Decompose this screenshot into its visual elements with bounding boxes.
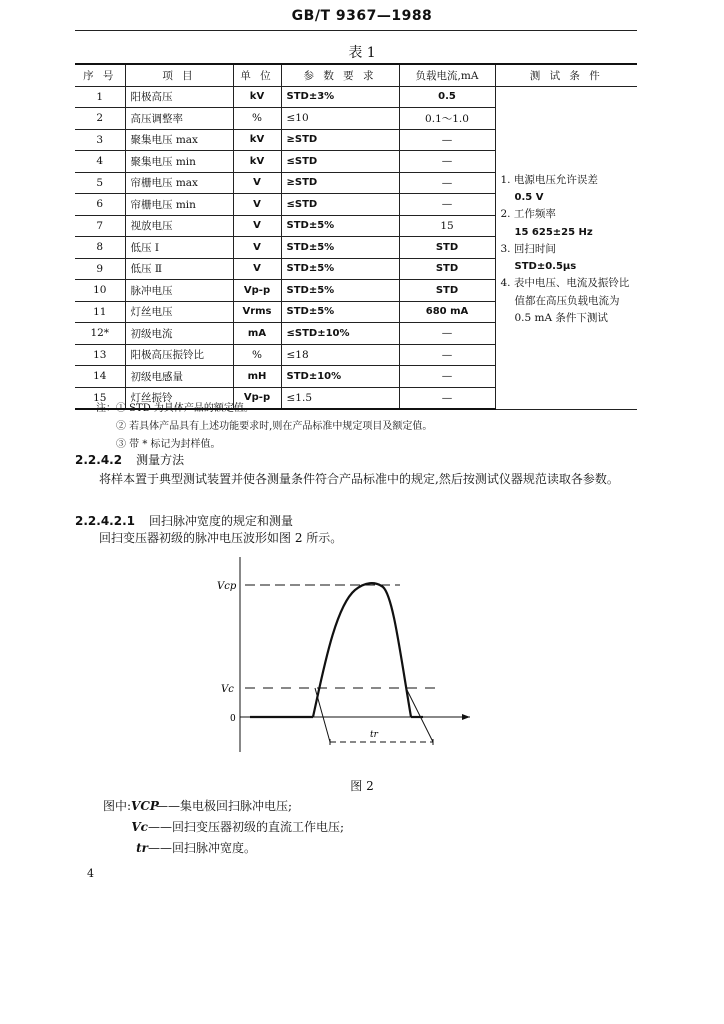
label-zero: 0 [230,714,236,724]
row-item: 脉冲电压 [125,280,233,302]
row-item: 帘栅电压 max [125,172,233,194]
spec-table [75,63,637,410]
row-item: 帘栅电压 min [125,194,233,216]
row-item: 灯丝电压 [125,301,233,323]
row-requirement: ≤STD [281,151,399,173]
row-requirement: STD±10% [281,366,399,388]
condition-line: 值都在高压负载电流为 [514,294,620,307]
note-1: ① STD 为具体产品的额定值。 [116,403,254,414]
row-no: 9 [75,258,125,280]
notes-prefix: 注： [96,403,116,414]
row-no: 1 [75,86,125,108]
row-item: 高压调整率 [125,108,233,130]
left-tangent-line [315,688,330,742]
legend-row [103,817,344,838]
row-requirement: ≤STD [281,194,399,216]
table-row [75,86,637,108]
note-2: ② 若具体产品具有上述功能要求时,则在产品标准中规定项目及额定值。 [116,421,433,432]
row-load: — [399,151,495,173]
table-title: 表 1 [348,45,376,61]
row-requirement: ≥STD [281,172,399,194]
row-load: 680 mA [399,301,495,323]
row-unit: kV [233,86,281,108]
legend-text: ——集电极回扫脉冲电压; [156,799,293,813]
row-no: 5 [75,172,125,194]
note-3: ③ 带 * 标记为封样值。 [116,439,221,450]
legend-symbol: Vc [131,820,148,834]
figure-legend [103,796,344,859]
row-load: — [399,194,495,216]
row-unit: Vp-p [233,387,281,409]
row-item: 阳极高压 [125,86,233,108]
row-item: 初级电感量 [125,366,233,388]
section-title: 回扫脉冲宽度的规定和测量 [148,514,293,528]
row-requirement: ≤18 [281,344,399,366]
section-number: 2.2.4.2.1 [75,514,135,528]
paragraph-measurement: 将样本置于典型测试装置并使各测量条件符合产品标准中的规定,然后按测试仪器规范读取各参数。 [99,472,619,486]
row-load: STD [399,280,495,302]
row-unit: V [233,258,281,280]
table-notes [96,400,432,454]
row-unit: V [233,215,281,237]
page-number: 4 [87,867,94,880]
row-no: 8 [75,237,125,259]
row-item: 低压 Ⅱ [125,258,233,280]
row-requirement: ≤1.5 [281,387,399,409]
legend-symbol: tr [136,841,148,855]
row-unit: mH [233,366,281,388]
row-requirement: STD±5% [281,258,399,280]
row-item: 阳极高压振铃比 [125,344,233,366]
condition-line: 3. 回扫时间 [500,242,556,255]
condition-line: 15 625±25 Hz [514,226,593,238]
row-item: 聚集电压 max [125,129,233,151]
legend-symbol: VCP [131,799,159,813]
row-requirement: STD±5% [281,237,399,259]
standard-header: GB/T 9367—1988 [291,8,433,24]
row-unit: V [233,237,281,259]
row-requirement: STD±5% [281,280,399,302]
row-unit: V [233,172,281,194]
legend-row [103,796,344,817]
section-title: 测量方法 [136,453,185,467]
row-unit: Vp-p [233,280,281,302]
row-unit: % [233,108,281,130]
row-requirement: ≤10 [281,108,399,130]
row-load: STD [399,237,495,259]
row-unit: Vrms [233,301,281,323]
row-load: 0.1～1.0 [399,108,495,130]
row-item: 初级电流 [125,323,233,345]
header-rule [75,30,637,31]
row-no: 14 [75,366,125,388]
condition-line: STD±0.5μs [514,261,577,273]
row-no: 13 [75,344,125,366]
label-tr: tr [370,730,378,740]
row-unit: % [233,344,281,366]
row-no: 7 [75,215,125,237]
row-no: 2 [75,108,125,130]
row-no: 4 [75,151,125,173]
row-load: — [399,344,495,366]
row-load: — [399,323,495,345]
row-load: 0.5 [399,86,495,108]
table-header-row [75,64,637,86]
condition-line: 2. 工作频率 [500,208,556,221]
row-item: 聚集电压 min [125,151,233,173]
condition-line: 0.5 V [514,191,544,203]
row-unit: kV [233,151,281,173]
label-vc: Vc [221,684,234,695]
legend-text: ——回扫变压器初级的直流工作电压; [148,820,345,834]
row-item: 视放电压 [125,215,233,237]
header-test-conditions: 测 试 条 件 [495,64,637,86]
row-unit: V [233,194,281,216]
section-heading-2242 [75,451,184,468]
row-no: 15 [75,387,125,409]
row-unit: mA [233,323,281,345]
header-item: 项 目 [125,64,233,86]
pulse-curve [313,583,411,717]
header-load-current: 负载电流,mA [399,64,495,86]
header-unit: 单 位 [233,64,281,86]
row-load: STD [399,258,495,280]
label-vcp: Vcp [217,581,237,592]
legend-prefix: 图中: [103,799,132,813]
row-load: 15 [399,215,495,237]
row-load: — [399,366,495,388]
header-no: 序 号 [75,64,125,86]
row-load: — [399,129,495,151]
row-requirement: ≤STD±10% [281,323,399,345]
note-line [96,400,432,418]
row-load: — [399,172,495,194]
row-load: — [399,387,495,409]
test-conditions-cell [495,86,637,409]
x-axis-arrow [462,714,470,720]
row-no: 3 [75,129,125,151]
condition-line: 1. 电源电压允许误差 [500,173,598,186]
legend-text: ——回扫脉冲宽度。 [148,841,257,855]
section-heading-22421 [75,512,293,529]
row-requirement: STD±5% [281,301,399,323]
condition-line: 4. 表中电压、电流及振铃比 [500,277,630,290]
row-requirement: STD±3% [281,86,399,108]
row-item: 灯丝振铃 [125,387,233,409]
header-requirement: 参 数 要 求 [281,64,399,86]
paragraph-waveform-intro: 回扫变压器初级的脉冲电压波形如图 2 所示。 [99,531,343,545]
pulse-waveform-figure [215,552,475,762]
legend-row [103,838,344,859]
row-no: 12* [75,323,125,345]
row-unit: kV [233,129,281,151]
condition-line: 0.5 mA 条件下测试 [514,312,608,325]
figure-caption: 图 2 [350,779,374,793]
row-no: 11 [75,301,125,323]
row-no: 10 [75,280,125,302]
row-no: 6 [75,194,125,216]
row-requirement: ≥STD [281,129,399,151]
section-number: 2.2.4.2 [75,453,123,467]
row-item: 低压 Ⅰ [125,237,233,259]
row-requirement: STD±5% [281,215,399,237]
